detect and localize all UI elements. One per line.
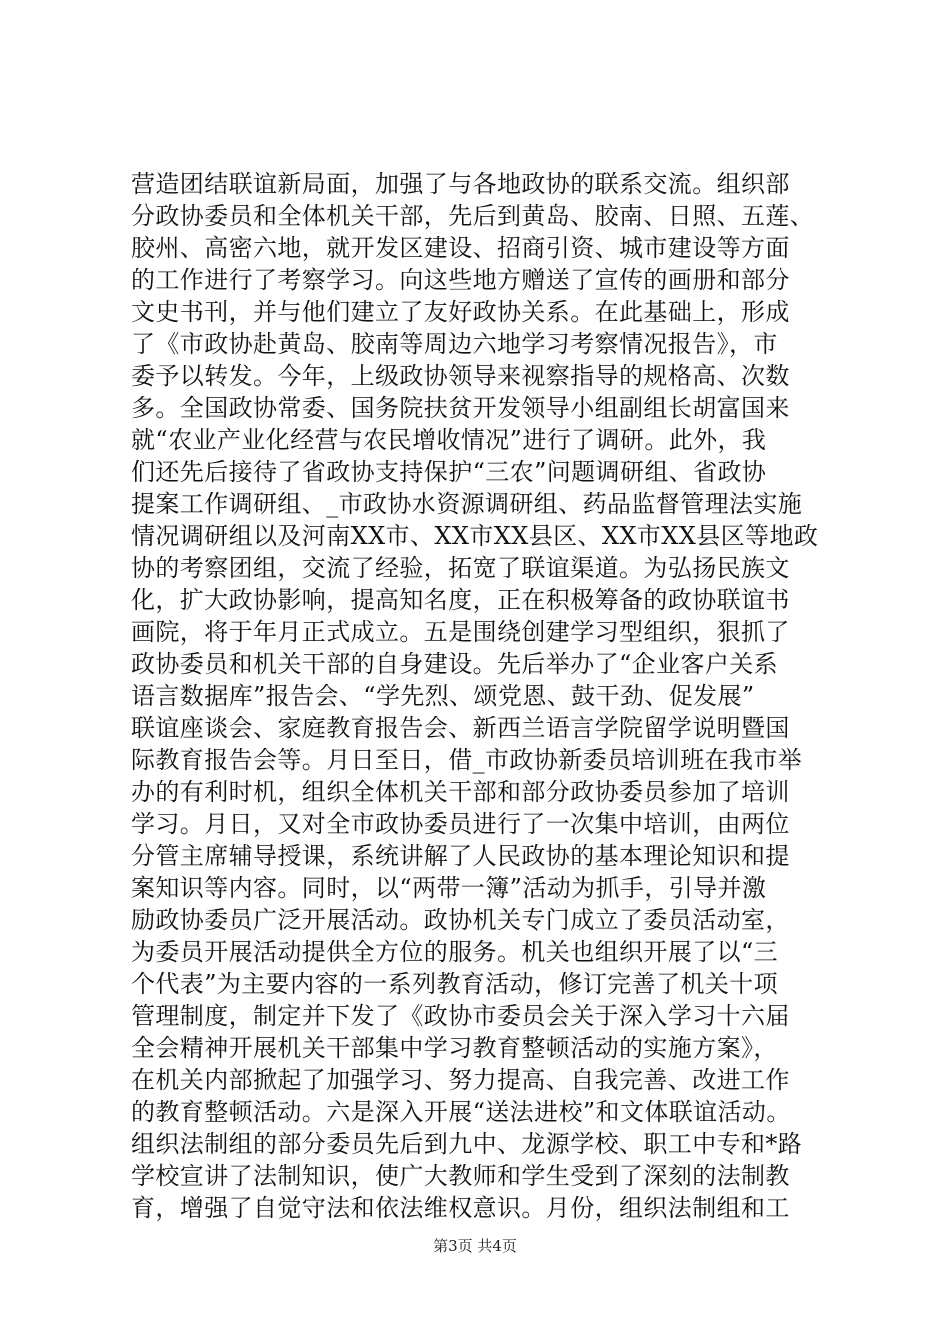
- text-line: 多。全国政协常委、国务院扶贫开发领导小组副组长胡富国来: [131, 394, 790, 422]
- text-line: 育，增强了自觉守法和依法维权意识。月份，组织法制组和工: [131, 1194, 790, 1222]
- text-line: 学校宣讲了法制知识，使广大教师和学生受到了深刻的法制教: [131, 1162, 790, 1190]
- text-line: 组织法制组的部分委员先后到九中、龙源学校、职工中专和*路: [131, 1130, 803, 1158]
- text-line: 了《市政协赴黄岛、胶南等周边六地学习考察情况报告》，市: [131, 330, 778, 358]
- text-line: 为委员开展活动提供全方位的服务。机关也组织开展了以“三: [131, 938, 779, 966]
- text-line: 画院，将于年月正式成立。五是围绕创建学习型组织，狠抓了: [131, 618, 790, 646]
- text-line: 提案工作调研组、_市政协水资源调研组、药品监督管理法实施: [131, 490, 803, 518]
- text-line: 语言数据库”报告会、“学先烈、颂党恩、鼓干劲、促发展”: [131, 682, 755, 710]
- text-line: 协的考察团组，交流了经验，拓宽了联谊渠道。为弘扬民族文: [131, 554, 790, 582]
- text-line: 分管主席辅导授课，系统讲解了人民政协的基本理论知识和提: [131, 842, 790, 870]
- text-line: 个代表”为主要内容的一系列教育活动，修订完善了机关十项: [131, 970, 779, 998]
- text-line: 管理制度，制定并下发了《政协市委员会关于深入学习十六届: [131, 1002, 790, 1030]
- text-line: 全会精神开展机关干部集中学习教育整顿活动的实施方案》，: [131, 1034, 778, 1062]
- text-line: 分政协委员和全体机关干部，先后到黄岛、胶南、日照、五莲、: [131, 202, 815, 230]
- text-line: 委予以转发。今年，上级政协领导来视察指导的规格高、次数: [131, 362, 790, 390]
- page-footer: 第3页 共4页: [433, 1237, 517, 1255]
- text-line: 就“农业产业化经营与农民增收情况”进行了调研。此外，我: [131, 426, 767, 454]
- text-line: 化，扩大政协影响，提高知名度，正在积极筹备的政协联谊书: [131, 586, 790, 614]
- text-line: 情况调研组以及河南XX市、XX市XX县区、XX市XX县区等地政: [131, 522, 819, 550]
- text-line: 学习。月日，又对全市政协委员进行了一次集中培训，由两位: [131, 810, 790, 838]
- text-line: 际教育报告会等。月日至日，借_市政协新委员培训班在我市举: [131, 746, 803, 774]
- text-line: 励政协委员广泛开展活动。政协机关专门成立了委员活动室，: [131, 906, 790, 934]
- text-line: 们还先后接待了省政协支持保护“三农”问题调研组、省政协: [131, 458, 767, 486]
- text-line: 在机关内部掀起了加强学习、努力提高、自我完善、改进工作: [131, 1066, 790, 1094]
- text-line: 胶州、高密六地，就开发区建设、招商引资、城市建设等方面: [131, 234, 790, 262]
- text-line: 政协委员和机关干部的自身建设。先后举办了“企业客户关系: [131, 650, 779, 678]
- text-line: 案知识等内容。同时，以“两带一簿”活动为抓手，引导并激: [131, 874, 767, 902]
- text-line: 文史书刊，并与他们建立了友好政协关系。在此基础上，形成: [131, 298, 790, 326]
- text-line: 的教育整顿活动。六是深入开展“送法进校”和文体联谊活动。: [131, 1098, 791, 1126]
- text-line: 办的有利时机，组织全体机关干部和部分政协委员参加了培训: [131, 778, 790, 806]
- body-text: [131, 168, 851, 1224]
- text-line: 的工作进行了考察学习。向这些地方赠送了宣传的画册和部分: [131, 266, 790, 294]
- text-line: 联谊座谈会、家庭教育报告会、新西兰语言学院留学说明暨国: [131, 714, 790, 742]
- text-line: 营造团结联谊新局面，加强了与各地政协的联系交流。组织部: [131, 170, 790, 198]
